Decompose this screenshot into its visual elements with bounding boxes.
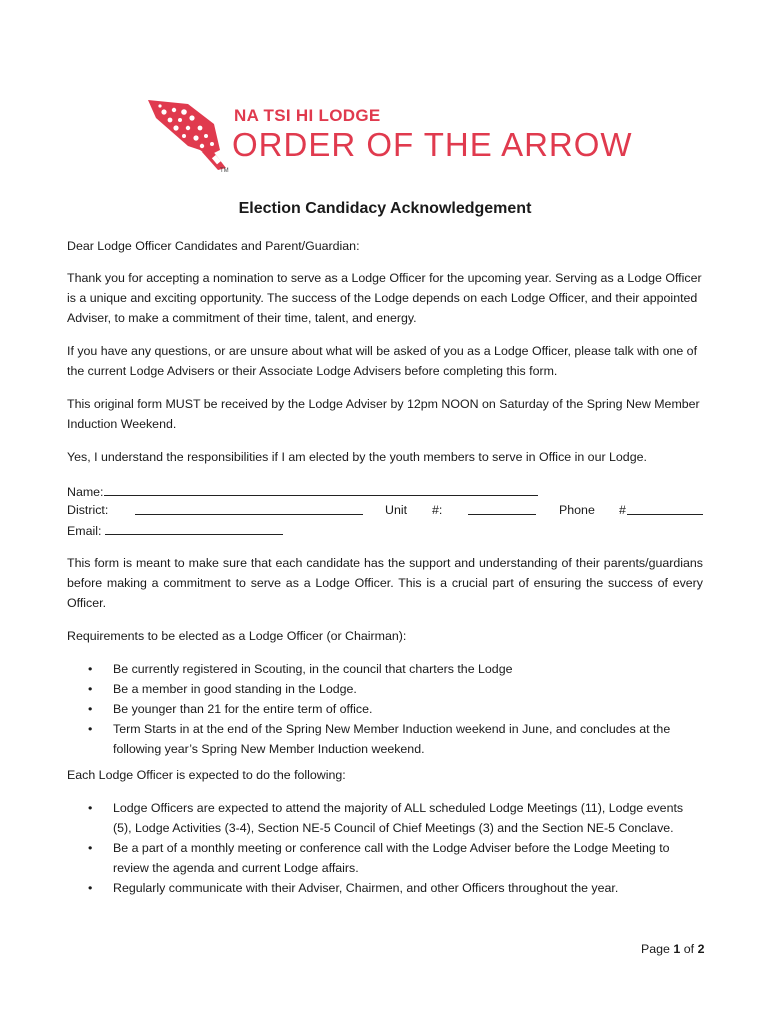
list-item xyxy=(67,659,703,679)
lodge-name: NA TSI HI LODGE xyxy=(234,106,381,125)
bullet-icon: • xyxy=(88,881,93,895)
page-title: Election Candidacy Acknowledgement xyxy=(238,200,532,217)
unit-field[interactable] xyxy=(468,500,536,515)
list-item-text: Be currently registered in Scouting, in the council that charters the Lodge xyxy=(113,662,513,676)
bullet-icon: • xyxy=(88,662,93,676)
list-item-text: Regularly communicate with their Adviser, Chairmen, and other Officers throughout the year. xyxy=(113,881,619,895)
unit-label: Unit xyxy=(385,503,408,517)
district-field-row xyxy=(67,500,703,520)
list-item-text: Term Starts in at the end of the Spring New Member Induction weekend in June, and concludes at the following year’s Spring New Member Induction weekend. xyxy=(113,722,671,756)
paragraph-thank-you: Thank you for accepting a nomination to serve as a Lodge Officer for the upcoming year. Serving as a Lodge Officer is a unique and exciting opportunity. The success of the Lodge depends on each Lodge Officer, and their appointed Adviser, to make a commitment of their time, talent, and energy. xyxy=(67,271,702,325)
list-item xyxy=(67,798,703,838)
list-item xyxy=(67,838,703,878)
trademark-mark: TM xyxy=(220,168,229,174)
paragraph-deadline: This original form MUST be received by the Lodge Adviser by 12pm NOON on Saturday of the Spring New Member Induction Weekend. xyxy=(67,397,700,431)
name-field-row xyxy=(67,481,703,502)
page-label: Page xyxy=(641,942,670,956)
list-item xyxy=(67,719,703,759)
list-item-text: Be a member in good standing in the Lodge. xyxy=(113,682,357,696)
bullet-icon: • xyxy=(88,682,93,696)
list-item xyxy=(67,679,703,699)
expectations-list xyxy=(67,798,703,898)
email-label: Email: xyxy=(67,524,102,538)
phone-hash: # xyxy=(619,503,626,517)
page-total: 2 xyxy=(697,942,705,956)
list-item-text: Be younger than 21 for the entire term of office. xyxy=(113,702,373,716)
requirements-list xyxy=(67,659,703,759)
email-field-row xyxy=(67,520,703,541)
unit-hash: #: xyxy=(432,503,443,517)
paragraph-purpose: This form is meant to make sure that each candidate has the support and understanding of their parents/guardians before making a commitment to serve as a Lodge Officer. This is a crucial part of ensuring the success of every Officer. xyxy=(67,556,703,610)
district-field[interactable] xyxy=(135,500,363,515)
list-item-text: Lodge Officers are expected to attend the majority of ALL scheduled Lodge Meetings (11), Lodge events (5), Lodge Activities (3-4), Section NE-5 Council of Chief Meetings (3) and the Section NE-5 Conclave. xyxy=(113,801,684,835)
district-label: District: xyxy=(67,503,109,517)
bullet-icon: • xyxy=(88,722,93,736)
expectations-heading: Each Lodge Officer is expected to do the following: xyxy=(67,768,346,782)
paragraph-acknowledge: Yes, I understand the responsibilities if I am elected by the youth members to serve in Office in our Lodge. xyxy=(67,450,647,464)
phone-field[interactable] xyxy=(627,500,703,515)
phone-label: Phone xyxy=(559,503,595,517)
list-item xyxy=(67,878,703,898)
requirements-heading: Requirements to be elected as a Lodge Officer (or Chairman): xyxy=(67,629,407,643)
bullet-icon: • xyxy=(88,801,93,815)
order-of-the-arrow-logo xyxy=(142,98,642,180)
brand-wordmark: ORDER OF THE ARROW xyxy=(232,126,633,163)
paragraph-questions: If you have any questions, or are unsure about what will be asked of you as a Lodge Officer, please talk with one of the current Lodge Advisers or their Associate Lodge Advisers before completing this form. xyxy=(67,344,698,378)
list-item-text: Be a part of a monthly meeting or conference call with the Lodge Adviser before the Lodge Meeting to review the agenda and current Lodge affairs. xyxy=(113,841,670,875)
page-number xyxy=(641,942,704,956)
name-field[interactable] xyxy=(104,481,538,496)
bullet-icon: • xyxy=(88,702,93,716)
email-field[interactable] xyxy=(105,520,283,535)
page-current: 1 xyxy=(673,942,681,956)
arrowhead-icon xyxy=(142,98,232,180)
list-item xyxy=(67,699,703,719)
name-label: Name: xyxy=(67,485,104,499)
page-of: of xyxy=(683,942,695,956)
salutation: Dear Lodge Officer Candidates and Parent/Guardian: xyxy=(67,239,360,253)
bullet-icon: • xyxy=(88,841,93,855)
